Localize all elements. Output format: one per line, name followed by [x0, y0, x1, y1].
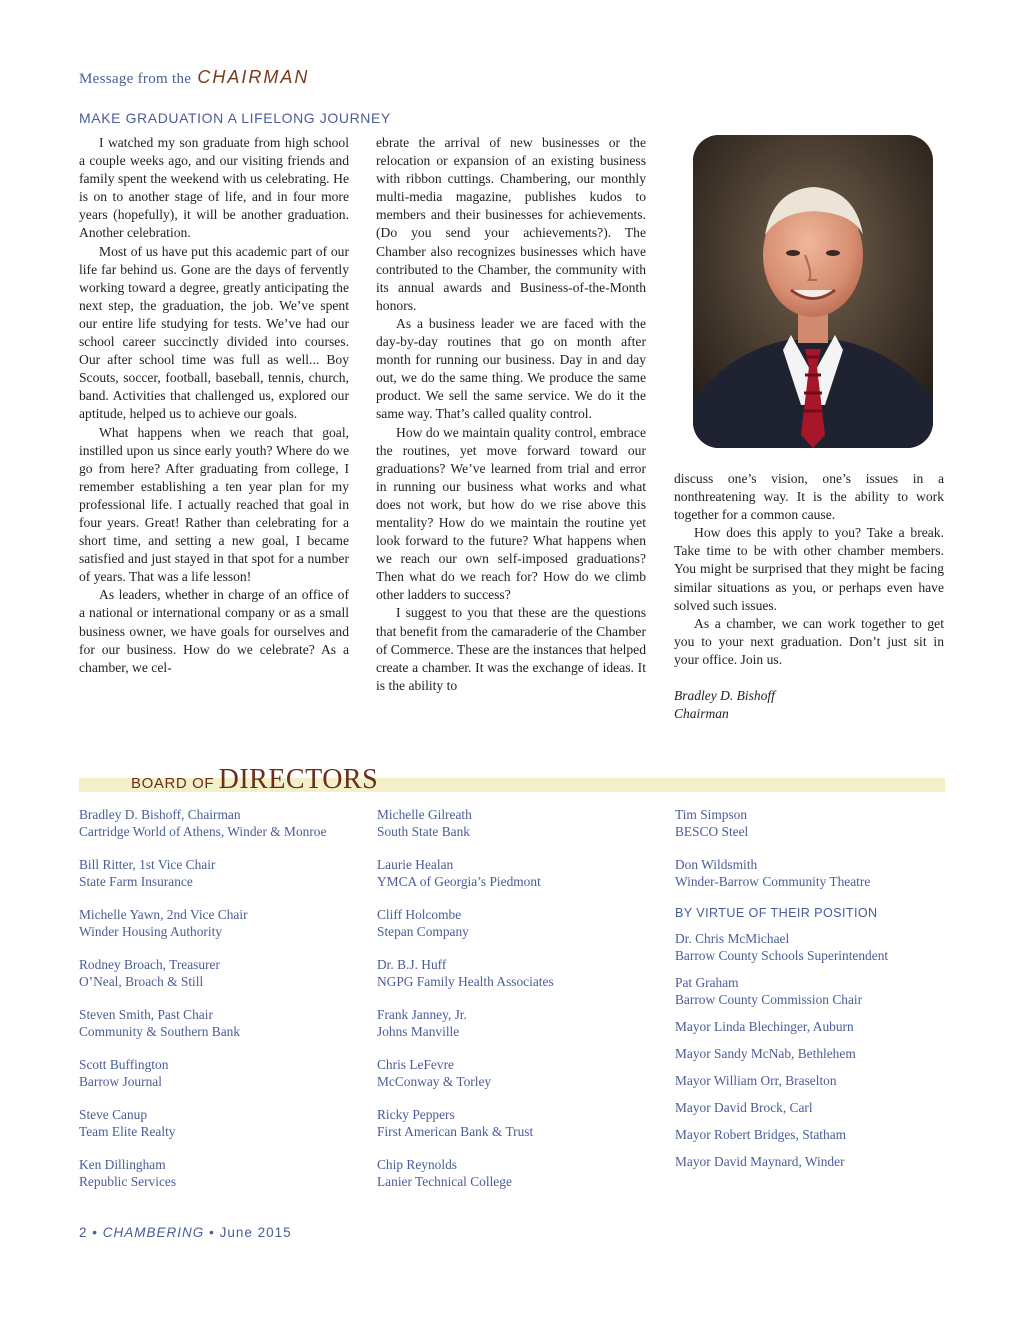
signature-name: Bradley D. Bishoff — [674, 688, 775, 704]
paragraph: How do we maintain quality control, embrace the routines, yet move forward toward our graduations? We’ve learned from trial and error in running our business what works and what does not work, but how do we rise above this mentality? How do we maintain the routine yet look forward to the future? What happens when we reach our own self-imposed graduations? Then what do we reach for? How do we climb other ladders to success? — [376, 424, 646, 603]
director-org: Johns Manville — [377, 1024, 460, 1039]
ex-officio-entry — [675, 1153, 955, 1170]
paragraph: What happens when we reach that goal, instilled upon us since early youth? Where do we go from here? After graduating from college, I remember establishing a ten year plan for my professional life. I actually reached that goal in four years. Great! Rather than celebrating for a short time, and setting a new goal, I became satisfied and just stayed in that spot for a number of years. That was a life lesson! — [79, 424, 349, 585]
director-org: State Farm Insurance — [79, 874, 193, 889]
director-entry — [675, 806, 955, 840]
page-footer — [79, 1225, 292, 1240]
article-column-3 — [674, 470, 944, 723]
directors-column-3 — [675, 806, 955, 1180]
director-entry — [377, 1006, 657, 1040]
ex-officio-entry — [675, 1045, 955, 1062]
director-org: Winder Housing Authority — [79, 924, 223, 939]
director-entry — [79, 1106, 359, 1140]
section-header — [79, 67, 309, 88]
director-entry — [79, 856, 359, 890]
director-org: Stepan Company — [377, 924, 469, 939]
director-org: McConway & Torley — [377, 1074, 492, 1089]
director-name: Dr. Chris McMichael — [675, 931, 790, 946]
director-name: Mayor David Maynard, Winder — [675, 1154, 845, 1169]
board-title-big: DIRECTORS — [218, 764, 379, 795]
signature — [674, 687, 944, 723]
paragraph: I watched my son graduate from high school a couple weeks ago, and our visiting friends and family spent the weekend with us celebrating. He is on to another stage of life, and in four more years (hopefully), it will be another graduation. Another celebration. — [79, 135, 349, 241]
director-org: YMCA of Georgia’s Piedmont — [377, 874, 541, 889]
ex-officio-entry — [675, 1072, 955, 1089]
director-org: Barrow Journal — [79, 1074, 162, 1089]
director-org: Republic Services — [79, 1174, 177, 1189]
director-entry — [675, 856, 955, 890]
director-entry — [79, 1006, 359, 1040]
director-entry — [377, 1106, 657, 1140]
directors-column-2 — [377, 806, 657, 1206]
director-entry — [377, 956, 657, 990]
director-name: Ken Dillingham — [79, 1157, 166, 1172]
director-name: Mayor Linda Blechinger, Auburn — [675, 1019, 854, 1034]
director-name: Rodney Broach, Treasurer — [79, 957, 220, 972]
director-entry — [377, 906, 657, 940]
paragraph: Most of us have put this academic part of our life far behind us. Gone are the days of fervently working toward a degree, greatly anticipating the next step, the graduation, the job. We’ve spent our entire life studying for tests. We’ve had our school career succinctly divided into courses. Our after school time was full as well... Boy Scouts, soccer, football, baseball, tennis, church, band. Activities that challenged us, explored our aptitude, helped us to achieve our goals. — [79, 243, 349, 422]
director-name: Bradley D. Bishoff, Chairman — [79, 807, 241, 822]
director-name: Mayor Robert Bridges, Statham — [675, 1127, 847, 1142]
paragraph: ebrate the arrival of new businesses or the relocation or expansion of an existing business with ribbon cuttings. Chambering, our monthly multi-media magazine, publishes kudos to members and their businesses for achievements. (Do you send your achievements?). The Chamber also recognizes businesses which have contributed to the Chamber, the community with its annual awards and Business-of-the-Month honors. — [376, 135, 646, 313]
director-name: Steven Smith, Past Chair — [79, 1007, 213, 1022]
paragraph: How does this apply to you? Take a break. Take time to be with other chamber members. You might be surprised that they might be facing similar situations as you, or perhaps even have solved such issues. — [674, 525, 944, 613]
board-title-small: BOARD OF — [131, 775, 215, 792]
director-entry — [377, 856, 657, 890]
ex-officio-entry — [675, 1018, 955, 1035]
header-chairman: CHAIRMAN — [197, 67, 310, 87]
paragraph: As a chamber, we can work together to get you to your next graduation. Don’t just sit in your office. Join us. — [674, 615, 944, 667]
director-name: Don Wildsmith — [675, 857, 758, 872]
director-org: Barrow County Commission Chair — [675, 992, 863, 1007]
director-org: Barrow County Schools Superintendent — [675, 948, 889, 963]
signature-title: Chairman — [674, 706, 729, 722]
board-title — [131, 764, 378, 796]
director-name: Pat Graham — [675, 975, 739, 990]
director-name: Mayor Sandy McNab, Bethlehem — [675, 1046, 856, 1061]
director-org: Team Elite Realty — [79, 1124, 176, 1139]
director-name: Tim Simpson — [675, 807, 748, 822]
article-headline: MAKE GRADUATION A LIFELONG JOURNEY — [79, 110, 391, 126]
director-org: O’Neal, Broach & Still — [79, 974, 204, 989]
director-name: Michelle Yawn, 2nd Vice Chair — [79, 907, 248, 922]
director-org: Winder-Barrow Community Theatre — [675, 874, 871, 889]
director-name: Cliff Holcombe — [377, 907, 462, 922]
director-name: Steve Canup — [79, 1107, 148, 1122]
ex-officio-entry — [675, 974, 955, 1008]
paragraph: discuss one’s vision, one’s issues in a nonthreatening way. It is the ability to work together for a common cause. — [674, 471, 944, 523]
ex-officio-entry — [675, 1099, 955, 1116]
director-org: Community & Southern Bank — [79, 1024, 241, 1039]
director-org: BESCO Steel — [675, 824, 749, 839]
director-name: Scott Buffington — [79, 1057, 169, 1072]
director-name: Mayor William Orr, Braselton — [675, 1073, 837, 1088]
chairman-photo — [693, 135, 933, 448]
director-org: First American Bank & Trust — [377, 1124, 534, 1139]
paragraph: I suggest to you that these are the questions that benefit from the camaraderie of the Chamber of Commerce. These are the instances that helped create a chamber. It was the exchange of ideas. It is the ability to — [376, 605, 647, 693]
director-name: Chip Reynolds — [377, 1157, 457, 1172]
director-name: Dr. B.J. Huff — [377, 957, 447, 972]
director-name: Chris LeFevre — [377, 1057, 454, 1072]
footer-bullet: • — [209, 1225, 215, 1240]
article-column-2 — [376, 134, 646, 695]
director-org: Lanier Technical College — [377, 1174, 512, 1189]
director-entry — [79, 1056, 359, 1090]
paragraph: As leaders, whether in charge of an office of a national or international company or as a small business owner, we have goals for ourselves and for our business. How do we celebrate? As a chamber, we cel- — [79, 587, 349, 675]
page-number: 2 — [79, 1225, 88, 1240]
portrait-illustration — [693, 135, 933, 448]
director-entry — [79, 956, 359, 990]
header-prefix: Message from the — [79, 71, 192, 87]
ex-officio-entry — [675, 930, 955, 964]
issue-date: June 2015 — [219, 1225, 292, 1240]
director-name: Laurie Healan — [377, 857, 454, 872]
ex-officio-entry — [675, 1126, 955, 1143]
footer-bullet: • — [92, 1225, 99, 1240]
director-name: Mayor David Brock, Carl — [675, 1100, 813, 1115]
director-org: South State Bank — [377, 824, 470, 839]
director-entry — [79, 806, 359, 840]
directors-column-1 — [79, 806, 359, 1206]
director-entry — [377, 1056, 657, 1090]
publication-name: CHAMBERING — [102, 1225, 205, 1240]
director-name: Frank Janney, Jr. — [377, 1007, 467, 1022]
article-column-1 — [79, 134, 349, 677]
virtue-heading: BY VIRTUE OF THEIR POSITION — [675, 906, 878, 920]
director-entry — [79, 906, 359, 940]
paragraph: As a business leader we are faced with the day-by-day routines that go on month after month for running our business. Day in and day out, we do the same thing. We produce the same product. We sell the same service. We do it the same way. That’s called quality control. — [376, 315, 646, 422]
director-name: Ricky Peppers — [377, 1107, 455, 1122]
director-org: Cartridge World of Athens, Winder & Monroe — [79, 824, 327, 839]
director-entry — [377, 1156, 657, 1190]
director-name: Michelle Gilreath — [377, 807, 472, 822]
director-org: NGPG Family Health Associates — [377, 974, 554, 989]
director-entry — [79, 1156, 359, 1190]
director-name: Bill Ritter, 1st Vice Chair — [79, 857, 216, 872]
director-entry — [377, 806, 657, 840]
